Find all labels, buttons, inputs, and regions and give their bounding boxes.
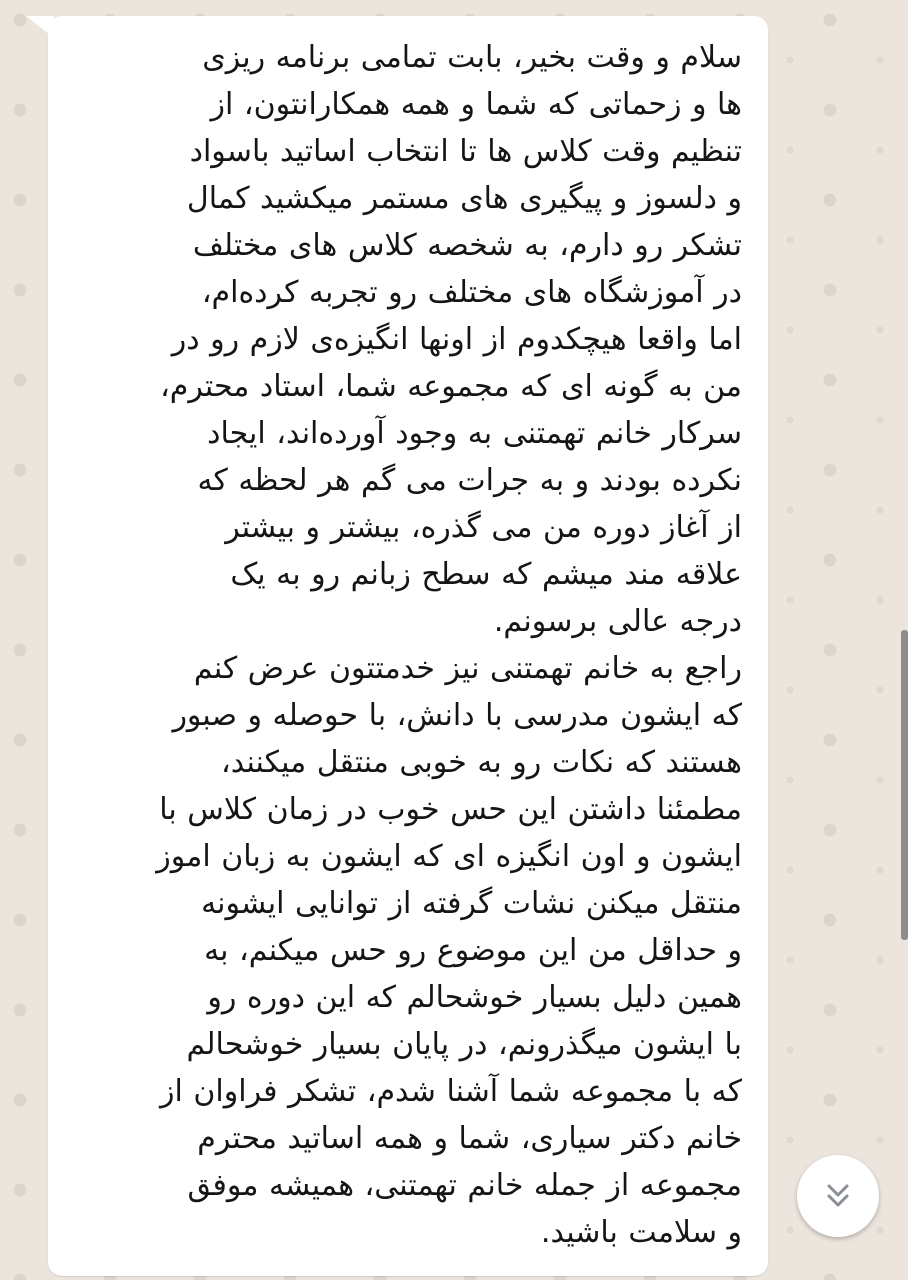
- message-line: که ایشون مدرسی با دانش، با حوصله و صبور: [172, 698, 742, 733]
- message-line: درجه عالی برسونم.: [493, 604, 742, 639]
- message-line: من به گونه ای که مجموعه شما، استاد محترم،: [160, 369, 742, 404]
- message-text: [76, 34, 742, 1256]
- scroll-to-bottom-button[interactable]: [797, 1155, 879, 1237]
- message-line: و دلسوز و پیگیری های مستمر میکشید کمال: [186, 181, 742, 216]
- message-line: از آغاز دوره من می گذره، بیشتر و بیشتر: [225, 510, 742, 545]
- message-line: که با مجموعه شما آشنا شدم، تشکر فراوان از: [160, 1074, 742, 1109]
- message-line: و سلامت باشید.: [540, 1215, 742, 1250]
- double-chevron-down-icon: [821, 1179, 855, 1213]
- message-line: هستند که نکات رو به خوبی منتقل میکنند،: [221, 745, 742, 780]
- message-line: اما واقعا هیچکدوم از اونها انگیزه‌ی لازم رو در: [171, 322, 742, 357]
- incoming-message-bubble[interactable]: [48, 16, 768, 1276]
- message-line: ها و زحماتی که شما و همه همکارانتون، از: [210, 87, 742, 122]
- message-line: و حداقل من این موضوع رو حس میکنم، به: [204, 933, 742, 968]
- message-line: راجع به خانم تهمتنی نیز خدمتتون عرض کنم: [193, 651, 742, 686]
- message-line: خانم دکتر سیاری، شما و همه اساتید محترم: [197, 1121, 742, 1156]
- message-line: سرکار خانم تهمتنی به وجود آورده‌اند، ایجاد: [207, 416, 742, 451]
- chat-scrollbar[interactable]: [901, 630, 908, 940]
- message-line: در آموزشگاه های مختلف رو تجربه کرده‌ام،: [201, 275, 742, 310]
- message-line: نکرده بودند و به جرات می گم هر لحظه که: [197, 463, 742, 498]
- message-line: مطمئنا داشتن این حس خوب در زمان کلاس با: [159, 792, 742, 827]
- message-line: منتقل میکنن نشات گرفته از توانایی ایشونه: [201, 886, 742, 921]
- message-line: علاقه مند میشم که سطح زبانم رو به یک: [230, 557, 742, 592]
- message-line: همین دلیل بسیار خوشحالم که این دوره رو: [207, 980, 742, 1015]
- message-line: سلام و وقت بخیر، بابت تمامی برنامه ریزی: [202, 40, 742, 75]
- message-line: با ایشون میگذرونم، در پایان بسیار خوشحالم: [186, 1027, 742, 1062]
- message-line: تنظیم وقت کلاس ها تا انتخاب اساتید باسواد: [189, 134, 742, 169]
- message-line: مجموعه از جمله خانم تهمتنی، همیشه موفق: [187, 1168, 742, 1203]
- message-line: ایشون و اون انگیزه ای که ایشون به زبان اموز: [156, 839, 742, 874]
- message-line: تشکر رو دارم، به شخصه کلاس های مختلف: [192, 228, 742, 263]
